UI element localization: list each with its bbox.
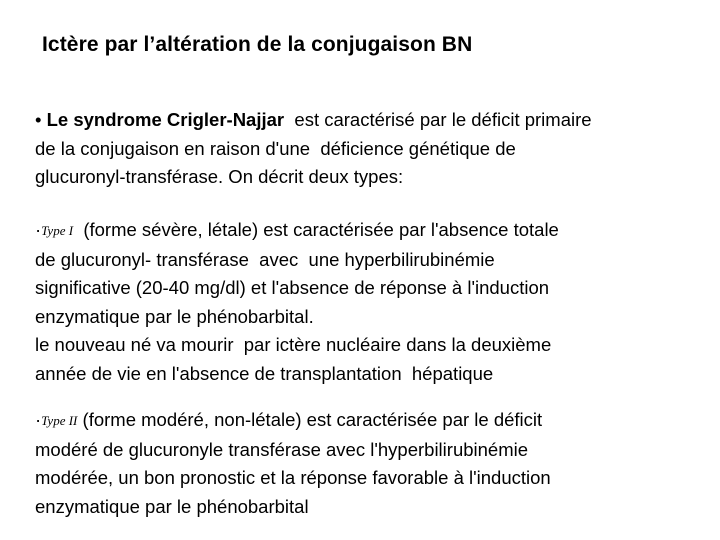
type2-line-2: modéré de glucuronyle transférase avec l'hyperbilirubinémie: [35, 438, 529, 460]
type1-label: Type I: [41, 223, 74, 238]
type1-line-5: le nouveau né va mourir par ictère nucléaire dans la deuxième: [35, 334, 552, 355]
type2-marker: ·: [35, 409, 42, 430]
type1-line-2: de glucuronyl- transférase avec une hyperbilirubinémie: [35, 248, 495, 270]
type2-line-3: modérée, un bon pronostic et la réponse favorable à l'induction: [35, 467, 551, 488]
intro-line-1-rest: est caractérisé par le déficit primaire: [284, 109, 592, 130]
type1-paragraph: [35, 216, 715, 388]
intro-line-3: glucuronyl-transférase. On décrit deux types:: [35, 166, 404, 187]
type1-line-4: enzymatique par le phénobarbital.: [35, 305, 314, 327]
type1-line-3: significative (20-40 mg/dl) et l'absence de réponse à l'induction: [35, 277, 550, 298]
type2-line-1: [35, 406, 715, 436]
type1-line-1-rest: (forme sévère, létale) est caractérisée par l'absence totale: [73, 219, 559, 240]
slide-title: Ictère par l’altération de la conjugaison BN: [42, 33, 473, 56]
intro-paragraph: [35, 106, 715, 192]
type2-line-1-rest: (forme modéré, non-létale) est caractérisée par le déficit: [77, 409, 543, 430]
intro-line-2: de la conjugaison en raison d'une déficience génétique de: [35, 137, 516, 159]
type2-line-4: enzymatique par le phénobarbital: [35, 495, 309, 517]
type1-marker: ·: [35, 219, 42, 240]
type1-line-6: année de vie en l'absence de transplantation hépatique: [35, 362, 494, 384]
intro-line-1: [35, 106, 715, 135]
syndrome-term: Le syndrome Crigler-Najjar: [46, 109, 285, 130]
type2-paragraph: [35, 406, 715, 521]
bullet: •: [35, 109, 42, 130]
type2-label: Type II: [41, 413, 78, 428]
type1-line-1: [35, 216, 715, 246]
